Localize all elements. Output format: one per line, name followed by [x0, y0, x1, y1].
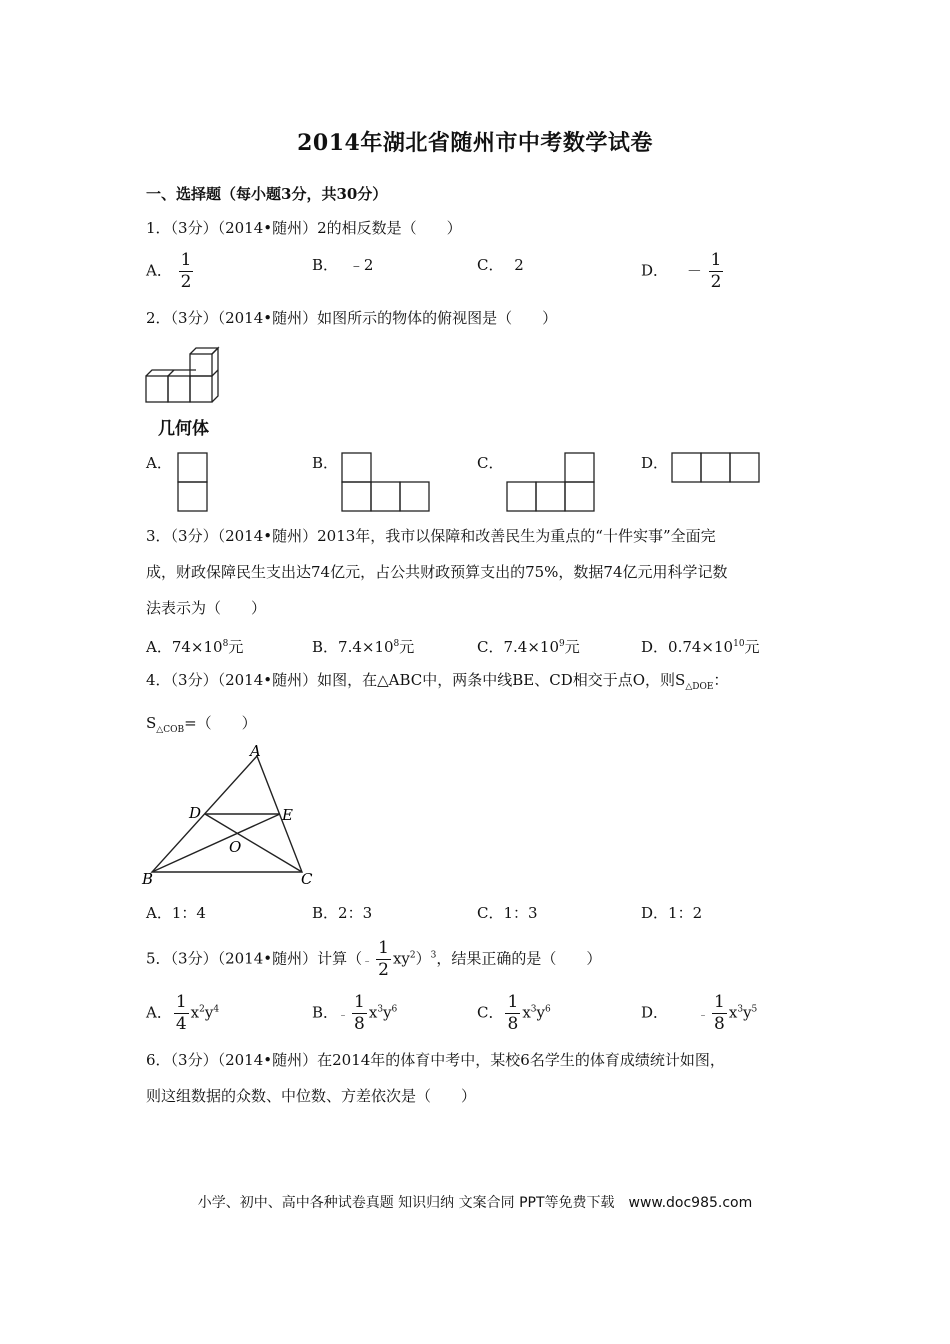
- q1-option-d[interactable]: [641, 252, 725, 291]
- option-value: 7.4×10: [338, 638, 394, 656]
- fraction: $\frac{1}{8}$: [354, 992, 365, 1034]
- minus-sign: －: [686, 261, 702, 280]
- question-4-line-2: S: [146, 714, 157, 732]
- q5-option-d[interactable]: [641, 994, 757, 1033]
- question-4-line-1: 4．（3分）（2014•随州）如图，在△ABC中，两条中线BE、CD相交于点O，则S: [146, 671, 686, 689]
- fraction: $\frac{1}{2}$: [378, 938, 389, 980]
- variable: x: [522, 1003, 531, 1022]
- vertex-label-a: A: [250, 742, 261, 760]
- vertex-label-c: C: [301, 870, 313, 888]
- option-value: 1：4: [171, 904, 206, 922]
- option-label: A．: [146, 904, 172, 922]
- point-label-o: O: [229, 838, 242, 856]
- option-label: D．: [641, 454, 669, 472]
- q4-option-a[interactable]: [146, 902, 206, 923]
- exponent: 5: [751, 1004, 758, 1015]
- option-label: D．: [641, 261, 669, 280]
- option-value: 2: [514, 256, 524, 274]
- question-3-line-2: 成，财政保障民生支出达74亿元，占公共财政预算支出的75%，数据74亿元用科学记数: [146, 563, 728, 581]
- exponent: 3: [430, 950, 437, 961]
- q2-option-b[interactable]: [312, 452, 338, 473]
- unit: 元: [399, 638, 415, 656]
- minus-sign: ﹣: [698, 1010, 709, 1021]
- subscript: △DOE: [685, 682, 714, 692]
- exponent: 4: [213, 1004, 220, 1015]
- option-value: 0.74×10: [668, 638, 734, 656]
- option-value: 74×10: [171, 638, 223, 656]
- fraction: $\frac{1}{2}$: [180, 250, 192, 292]
- punctuation: =（ ）: [184, 714, 257, 732]
- option-value: ﹣2: [348, 256, 374, 274]
- option-label: A．: [146, 261, 172, 280]
- option-label: C．: [477, 256, 504, 274]
- question-5-text-end: ，结果正确的是（ ）: [436, 949, 602, 968]
- unit: 元: [228, 638, 244, 656]
- q5-option-b[interactable]: [312, 994, 397, 1033]
- exponent: 10: [733, 639, 745, 649]
- q5-option-a[interactable]: [146, 994, 219, 1033]
- variable: y: [536, 1003, 545, 1022]
- question-5-text: 5．（3分）（2014•随州）计算（: [146, 949, 363, 968]
- question-5-stem: [146, 940, 601, 979]
- option-label: D．: [641, 1003, 669, 1022]
- exponent: 2: [199, 1004, 205, 1015]
- q4-option-d[interactable]: [641, 902, 702, 923]
- option-label: B．: [312, 454, 339, 472]
- variable: xy: [392, 949, 410, 968]
- top-view-c: [506, 452, 596, 512]
- geometric-solid-figure: [144, 346, 226, 406]
- page-footer: 小学、初中、高中各种试卷真题 知识归纳 文案合同 PPT等免费下载 www.doc985.com: [197, 1195, 753, 1211]
- triangle-abc-figure: [140, 744, 320, 886]
- variable: y: [204, 1003, 214, 1022]
- option-label: B．: [312, 1003, 339, 1022]
- question-3-stem: [146, 518, 806, 626]
- q1-option-a[interactable]: [146, 252, 195, 291]
- exponent: 8: [222, 639, 229, 649]
- q2-option-a[interactable]: [146, 452, 172, 473]
- q4-option-c[interactable]: [477, 902, 538, 923]
- point-label-e: E: [282, 806, 293, 824]
- q3-option-a[interactable]: [146, 636, 243, 657]
- option-label: A．: [146, 638, 172, 656]
- question-6-line-1: 6．（3分）（2014•随州）在2014年的体育中考中，某校6名学生的体育成绩统计如图，: [146, 1051, 725, 1069]
- unit: 元: [744, 638, 760, 656]
- option-label: C．: [477, 454, 504, 472]
- fraction: $\frac{1}{8}$: [714, 992, 725, 1034]
- question-1-stem: 1．（3分）（2014•随州）2的相反数是（ ）: [146, 219, 462, 237]
- minus-sign: ﹣: [338, 1010, 349, 1021]
- q3-option-c[interactable]: [477, 636, 580, 657]
- option-label: C．: [477, 1003, 504, 1022]
- exponent: 2: [409, 950, 416, 961]
- exponent: 6: [391, 1004, 398, 1015]
- exponent: 3: [737, 1004, 744, 1015]
- question-3-line-1: 3．（3分）（2014•随州）2013年，我市以保障和改善民生为重点的“十件实事”全面完: [146, 527, 716, 545]
- section-heading: 一、选择题（每小题3分，共30分）: [146, 185, 388, 203]
- exponent: 8: [393, 639, 400, 649]
- q2-option-d[interactable]: [641, 452, 668, 473]
- option-value: 2：3: [338, 904, 373, 922]
- q2-option-c[interactable]: [477, 452, 503, 473]
- page-title: 2014年湖北省随州市中考数学试卷: [297, 130, 653, 156]
- question-6-line-2: 则这组数据的众数、中位数、方差依次是（ ）: [146, 1087, 477, 1105]
- exponent: 9: [559, 639, 565, 649]
- option-value: 7.4×10: [503, 638, 559, 656]
- question-6-stem: [146, 1042, 806, 1114]
- exponent: 6: [545, 1004, 551, 1015]
- top-view-b: [341, 452, 431, 512]
- q4-option-b[interactable]: [312, 902, 372, 923]
- variable: x: [190, 1003, 200, 1022]
- vertex-label-b: B: [142, 870, 154, 888]
- subscript: △COB: [156, 725, 185, 735]
- q3-option-d[interactable]: [641, 636, 760, 657]
- option-label: A．: [146, 454, 172, 472]
- punctuation: ）: [415, 949, 431, 968]
- option-value: 1：3: [503, 904, 538, 922]
- variable: x: [368, 1003, 378, 1022]
- option-label: B．: [312, 638, 339, 656]
- top-view-a: [177, 452, 209, 512]
- fraction: $\frac{1}{8}$: [507, 992, 519, 1034]
- q3-option-b[interactable]: [312, 636, 414, 657]
- question-2-stem: 2．（3分）（2014•随州）如图所示的物体的俯视图是（ ）: [146, 309, 558, 327]
- option-label: A．: [146, 1003, 172, 1022]
- variable: y: [743, 1003, 752, 1022]
- exponent: 3: [377, 1004, 384, 1015]
- unit: 元: [564, 638, 580, 656]
- option-label: C．: [477, 904, 504, 922]
- minus-sign: ﹣: [362, 956, 373, 967]
- point-label-d: D: [189, 804, 202, 822]
- option-label: B．: [312, 256, 339, 274]
- option-label: C．: [477, 638, 504, 656]
- question-3-line-3: 法表示为（ ）: [146, 599, 267, 617]
- figure-caption: 几何体: [158, 419, 209, 439]
- variable: x: [728, 1003, 738, 1022]
- q5-option-c[interactable]: [477, 994, 551, 1033]
- exponent: 3: [530, 1004, 537, 1015]
- top-view-d: [671, 452, 763, 484]
- fraction: $\frac{1}{2}$: [710, 250, 722, 292]
- q1-option-b[interactable]: [312, 254, 373, 275]
- fraction: $\frac{1}{4}$: [175, 992, 187, 1034]
- question-4-stem: [146, 662, 806, 748]
- q1-option-c[interactable]: [477, 254, 524, 275]
- option-value: 1：2: [668, 904, 703, 922]
- variable: y: [383, 1003, 392, 1022]
- option-label: D．: [641, 904, 669, 922]
- option-label: D．: [641, 638, 669, 656]
- option-label: B．: [312, 904, 339, 922]
- punctuation: ：: [713, 671, 729, 689]
